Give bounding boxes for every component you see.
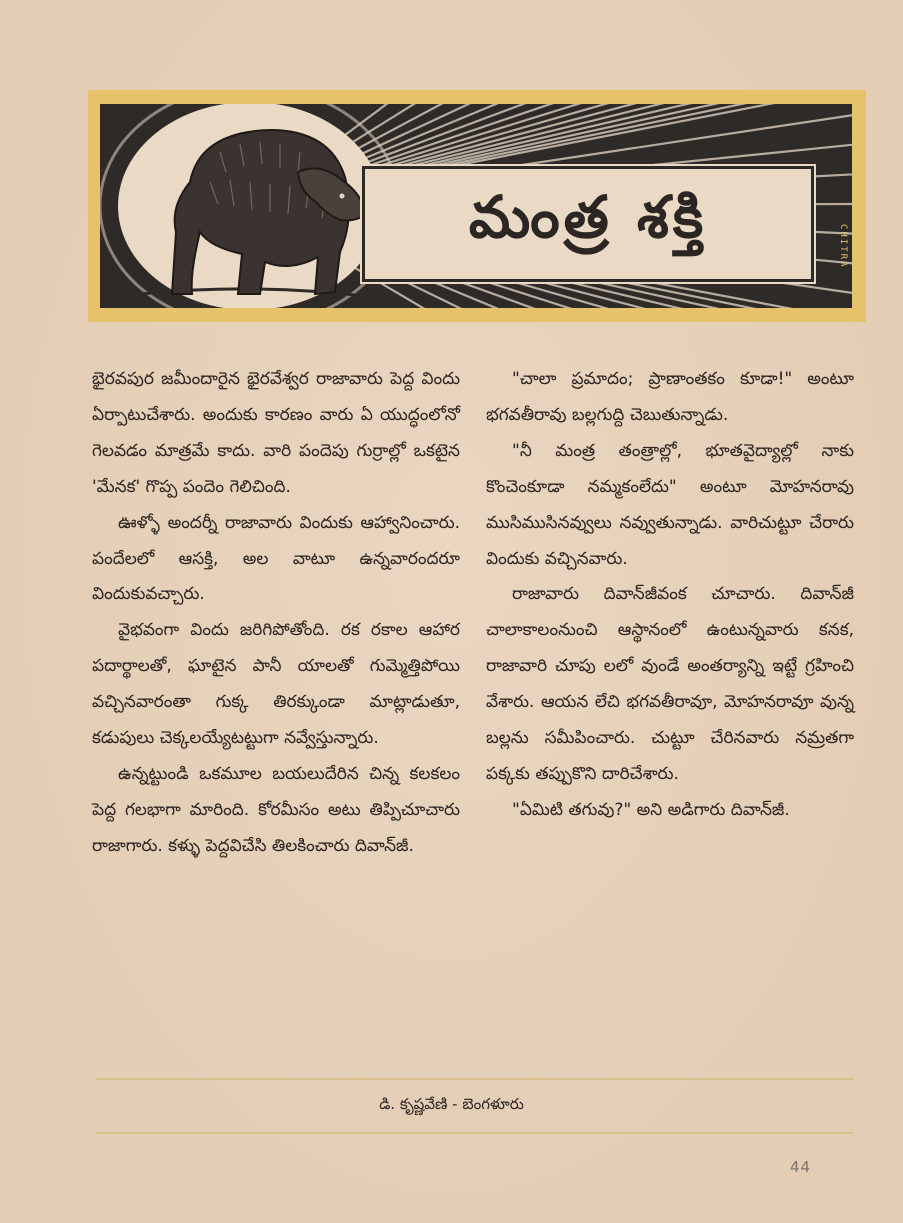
paragraph: ఉన్నట్టుండి ఒకమూల బయలుదేరిన చిన్న కలకలం పెద్ద గలభాగా మారింది. కోరమీసం అటు తిప్పిచూచారు రాజాగారు. కళ్ళు పెద్దవిచేసి తిలకించారు దివాన్‌జీ. (92, 763, 460, 856)
paragraph: రాజావారు దివాన్‌జీవంక చూచారు. దివాన్‌జీ చాలాకాలంనుంచి ఆస్థానంలో ఉంటున్నవారు కనక, రాజావారి చూపు లలో వుండే అంతర్యాన్ని ఇట్టే గ్రహించి వేశారు. ఆయన లేచి భగవతీరావూ, మోహనరావూ వున్న బల్లను సమీపించారు. చుట్టూ చేరినవారు నమ్రతగా పక్కకు తప్పుకొని దారిచేశారు. (486, 584, 854, 784)
paragraph: "ఏమిటి తగువు?" అని అడిగారు దివాన్‌జీ. (512, 799, 790, 820)
title-box (362, 166, 814, 282)
page-number: 44 (790, 1158, 812, 1176)
left-text-column (92, 362, 460, 865)
paragraph: "నీ మంత్ర తంత్రాల్లో, భూతవైద్యాల్లో నాకు కొంచెంకూడా నమ్మకంలేదు" అంటూ మోహనరావు ముసిముసినవ్వులు నవ్వుతున్నాడు. వారిచుట్టూ చేరారు విందుకు వచ్చినవారు. (486, 440, 854, 569)
story-header-banner (88, 90, 866, 322)
paragraph: వైభవంగా విందు జరిగిపోతోంది. రక రకాల ఆహార పదార్థాలతో, ఘాటైన పానీ యాలతో గుమ్మెత్తిపోయి వచ్చినవారంతా గుక్క తిరక్కుండా మాట్లాడుతూ, కడుపులు చెక్కలయ్యేటట్టుగా నవ్వేస్తున్నారు. (92, 620, 460, 749)
author-byline: డి. కృష్ణవేణి - బెంగళూరు (379, 1095, 524, 1113)
divider-rule (96, 1078, 854, 1080)
bear-illustration (130, 122, 390, 308)
story-title: మంత్ర శక్తి (468, 182, 708, 251)
artist-signature: CHITRA (838, 224, 848, 269)
paragraph: "చాలా ప్రమాదం; ప్రాణాంతకం కూడా!" అంటూ భగవతీరావు బల్లగుద్ది చెబుతున్నాడు. (486, 369, 854, 425)
paragraph: ఊళ్ళో అందర్నీ రాజావారు విందుకు ఆహ్వానించారు. పందేలలో ఆసక్తి, అల వాటూ ఉన్నవారందరూ విందుకువచ్చారు. (92, 512, 460, 605)
right-text-column (486, 362, 854, 829)
banner-illustration (100, 104, 852, 308)
divider-rule (96, 1132, 854, 1134)
paragraph: భైరవపుర జమీందారైన భైరవేశ్వర రాజావారు పెద్ద విందు ఏర్పాటుచేశారు. అందుకు కారణం వారు ఏ యుద్ధంలోనో గెలవడం మాత్రమే కాదు. వారి పందెపు గుర్రాల్లో ఒకటైన 'మేనక' గొప్ప పందెం గెలిచింది. (92, 369, 460, 497)
